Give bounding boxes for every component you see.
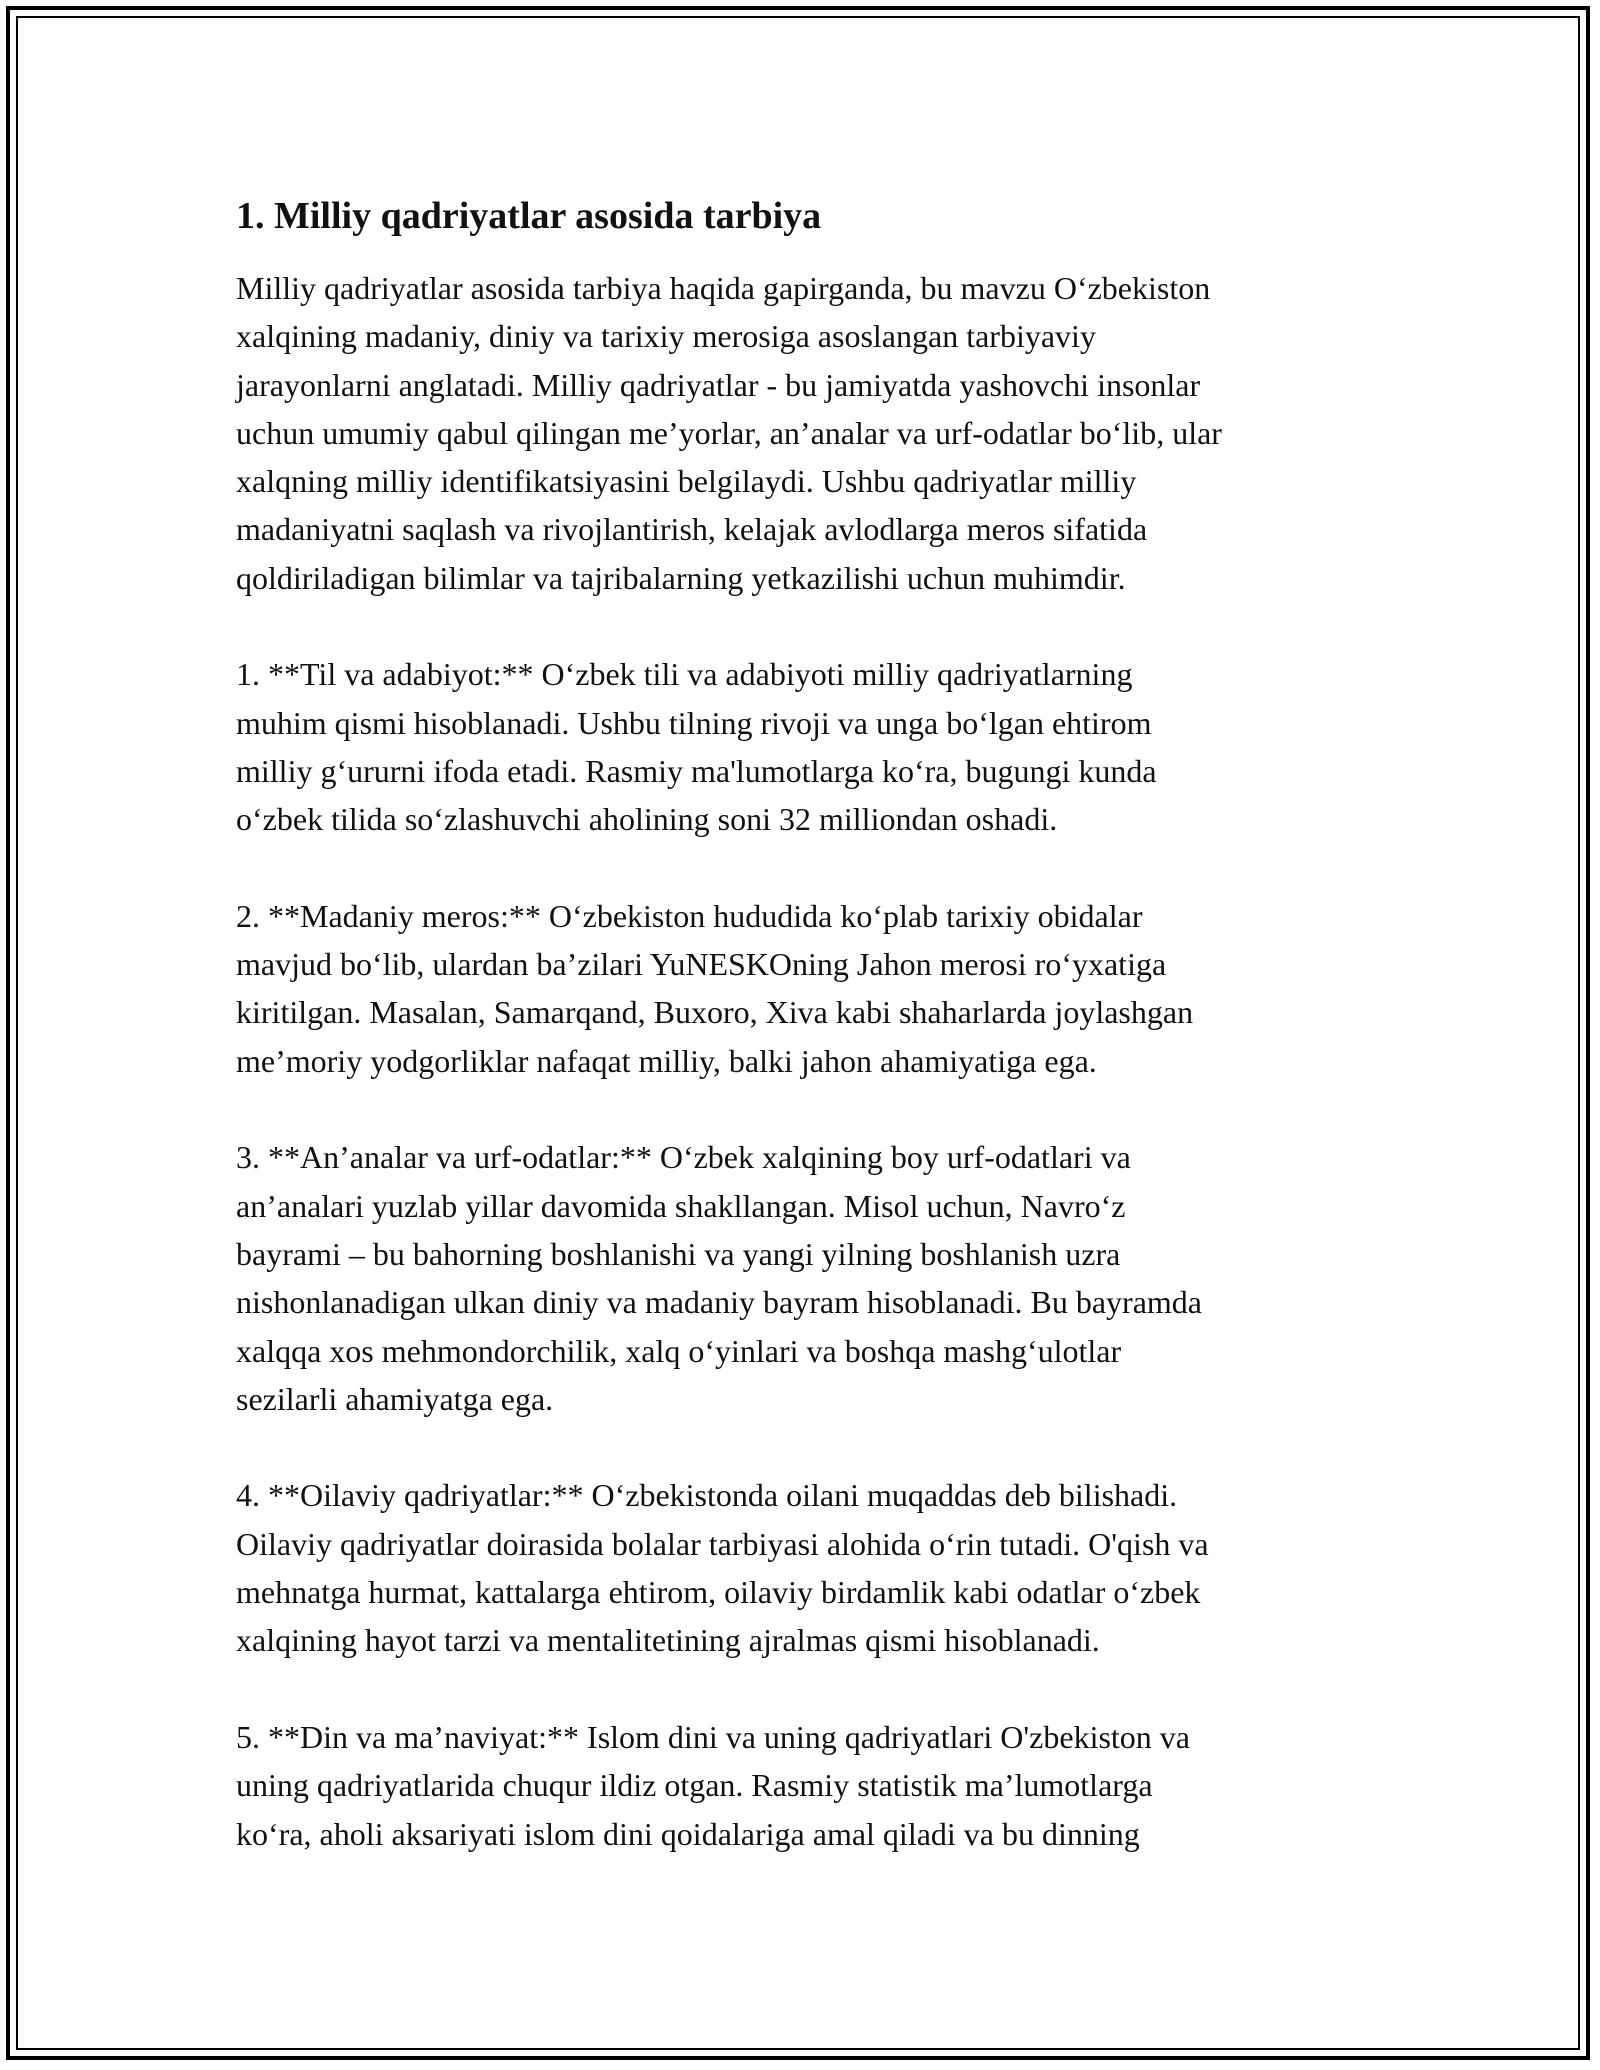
text-line: 3. **An’analar va urf-odatlar:** O‘zbek xalqining boy urf-odatlari va — [236, 1139, 1131, 1176]
text-line: xalqining madaniy, diniy va tarixiy merosiga asoslangan tarbiyaviy — [236, 318, 1096, 355]
text-line: uning qadriyatlarida chuqur ildiz otgan. Rasmiy statistik ma’lumotlarga — [236, 1767, 1153, 1804]
text-line: xalqning milliy identifikatsiyasini belgilaydi. Ushbu qadriyatlar milliy — [236, 463, 1137, 500]
text-line: Milliy qadriyatlar asosida tarbiya haqida gapirganda, bu mavzu O‘zbekiston — [236, 270, 1211, 306]
text-line: 5. **Din va ma’naviyat:** Islom dini va uning qadriyatlari O'zbekiston va — [236, 1718, 1190, 1755]
text-line: ko‘ra, aholi aksariyati islom dini qoidalariga amal qiladi va bu dinning — [236, 1815, 1140, 1852]
document-body — [236, 190, 1386, 1906]
list-item-traditions — [236, 1133, 1386, 1423]
list-item-family-values — [236, 1471, 1386, 1664]
text-line: an’analari yuzlab yillar davomida shakllangan. Misol uchun, Navro‘z — [236, 1187, 1126, 1224]
text-line: Oilaviy qadriyatlar doirasida bolalar tarbiyasi alohida o‘rin tutadi. O'qish va — [236, 1525, 1209, 1562]
text-line: muhim qismi hisoblanadi. Ushbu tilning rivoji va unga bo‘lgan ehtirom — [236, 704, 1152, 741]
intro-paragraph — [236, 264, 1386, 602]
text-line: sezilarli ahamiyatga ega. — [236, 1380, 554, 1417]
text-line: jarayonlarni anglatadi. Milliy qadriyatlar - bu jamiyatda yashovchi insonlar — [236, 366, 1201, 403]
text-line: madaniyatni saqlash va rivojlantirish, kelajak avlodlarga meros sifatida — [236, 511, 1148, 548]
text-line: me’moriy yodgorliklar nafaqat milliy, balki jahon ahamiyatiga ega. — [236, 1042, 1097, 1079]
list-item-religion-spirituality — [236, 1713, 1386, 1858]
text-line: nishonlanadigan ulkan diniy va madaniy bayram hisoblanadi. Bu bayramda — [236, 1284, 1202, 1321]
list-item-cultural-heritage — [236, 892, 1386, 1085]
text-line: 1. **Til va adabiyot:** O‘zbek tili va adabiyoti milliy qadriyatlarning — [236, 656, 1133, 693]
text-line: bayrami – bu bahorning boshlanishi va yangi yilning boshlanish uzra — [236, 1235, 1121, 1272]
text-line: 4. **Oilaviy qadriyatlar:** O‘zbekistonda oilani muqaddas deb bilishadi. — [236, 1477, 1178, 1514]
text-line: mavjud bo‘lib, ulardan ba’zilari YuNESKOning Jahon merosi ro‘yxatiga — [236, 946, 1167, 983]
text-line: milliy g‘ururni ifoda etadi. Rasmiy ma'lumotlarga ko‘ra, bugungi kunda — [236, 752, 1157, 789]
text-line: xalqining hayot tarzi va mentalitetining ajralmas qismi hisoblanadi. — [236, 1622, 1100, 1659]
text-line: uchun umumiy qabul qilingan me’yorlar, an’analar va urf-odatlar bo‘lib, ular — [236, 414, 1222, 451]
text-line: qoldiriladigan bilimlar va tajribalarning yetkazilishi uchun muhimdir. — [236, 559, 1126, 596]
text-line: o‘zbek tilida so‘zlashuvchi aholining soni 32 milliondan oshadi. — [236, 801, 1058, 838]
text-line: xalqqa xos mehmondorchilik, xalq o‘yinlari va boshqa mashg‘ulotlar — [236, 1332, 1122, 1369]
text-line: kiritilgan. Masalan, Samarqand, Buxoro, Xiva kabi shaharlarda joylashgan — [236, 994, 1194, 1031]
list-item-language-literature — [236, 650, 1386, 843]
section-heading: 1. Milliy qadriyatlar asosida tarbiya — [236, 195, 822, 237]
text-line: mehnatga hurmat, kattalarga ehtirom, oilaviy birdamlik kabi odatlar o‘zbek — [236, 1574, 1201, 1611]
text-line: 2. **Madaniy meros:** O‘zbekiston hududida ko‘plab tarixiy obidalar — [236, 897, 1143, 934]
